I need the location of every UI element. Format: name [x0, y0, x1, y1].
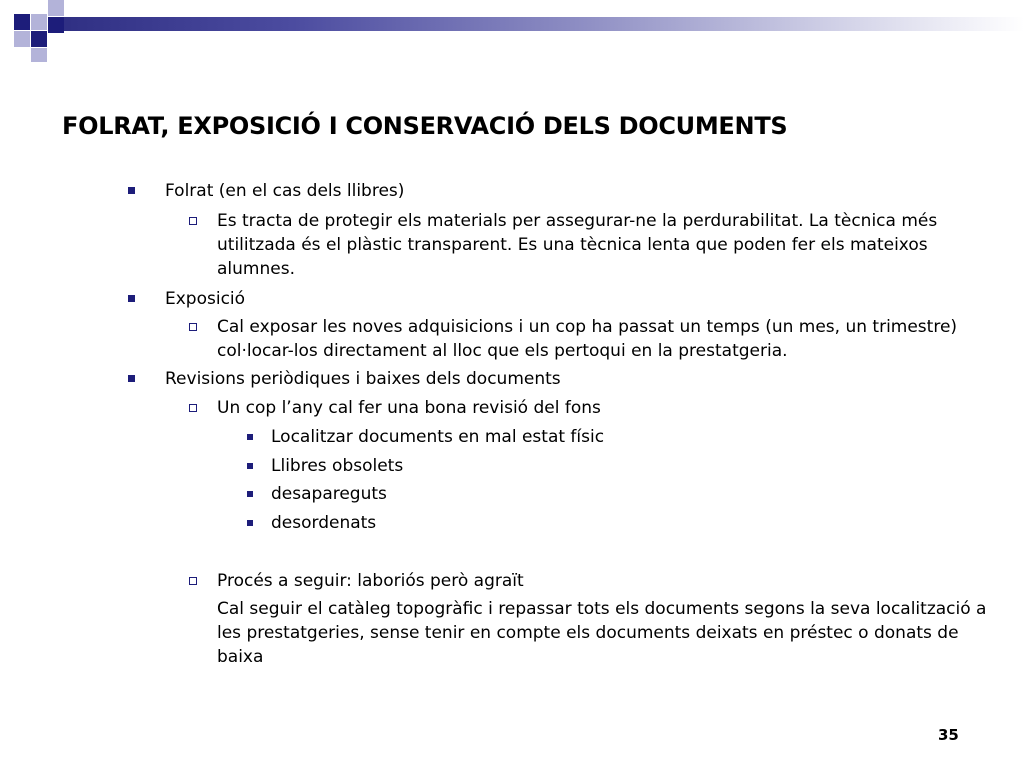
bullet-item — [271, 454, 991, 478]
bullet-item — [217, 569, 1002, 593]
bullet-text: Llibres obsolets — [271, 456, 404, 476]
bullet-item — [217, 396, 1002, 420]
bullet-text: desordenats — [271, 513, 377, 533]
bullet-item — [165, 287, 985, 311]
bullet-text: Revisions periòdiques i baixes dels documents — [165, 369, 561, 389]
bullet-text: Exposició — [165, 289, 246, 309]
bullet-level2 — [189, 323, 197, 331]
bullet-item — [217, 315, 1002, 363]
bullet-level1 — [128, 187, 135, 194]
bullet-text: Cal exposar les noves adquisicions i un cop ha passat un temps (un mes, un trimestre) col·locar-los directament al lloc que els pertoqui en la prestatgeria. — [217, 317, 958, 361]
bullet-text: Procés a seguir: laboriós però agraït — [217, 571, 524, 591]
bullet-level2 — [189, 217, 197, 225]
bullet-level2 — [189, 404, 197, 412]
bullet-text: desapareguts — [271, 484, 387, 504]
page-number: 35 — [938, 726, 959, 744]
bullet-level3 — [247, 491, 253, 497]
bullet-level1 — [128, 295, 135, 302]
bullet-item — [217, 209, 1002, 281]
bullet-level3 — [247, 434, 253, 440]
bullet-item — [165, 367, 985, 391]
bullet-level3 — [247, 463, 253, 469]
bullet-level1 — [128, 375, 135, 382]
bullet-item — [165, 179, 985, 203]
bullet-text: Es tracta de protegir els materials per assegurar-ne la perdurabilitat. La tècnica més utilitzada és el plàstic transparent. Es una tècnica lenta que poden fer els mateixos alumnes. — [217, 211, 938, 279]
paragraph-text: Cal seguir el catàleg topogràfic i repassar tots els documents segons la seva localització a les prestatgeries, sense tenir en compte els documents deixats en préstec o donats de baixa — [217, 599, 987, 667]
bullet-item — [271, 482, 991, 506]
bullet-text: Un cop l’any cal fer una bona revisió del fons — [217, 398, 601, 418]
bullet-text: Folrat (en el cas dels llibres) — [165, 181, 405, 201]
paragraph — [217, 597, 1002, 669]
bullet-level3 — [247, 520, 253, 526]
bullet-text: Localitzar documents en mal estat físic — [271, 427, 605, 447]
bullet-level2 — [189, 577, 197, 585]
bullet-item — [271, 511, 991, 535]
slide-title: FOLRAT, EXPOSICIÓ I CONSERVACIÓ DELS DOCUMENTS — [62, 112, 788, 140]
bullet-item — [271, 425, 991, 449]
